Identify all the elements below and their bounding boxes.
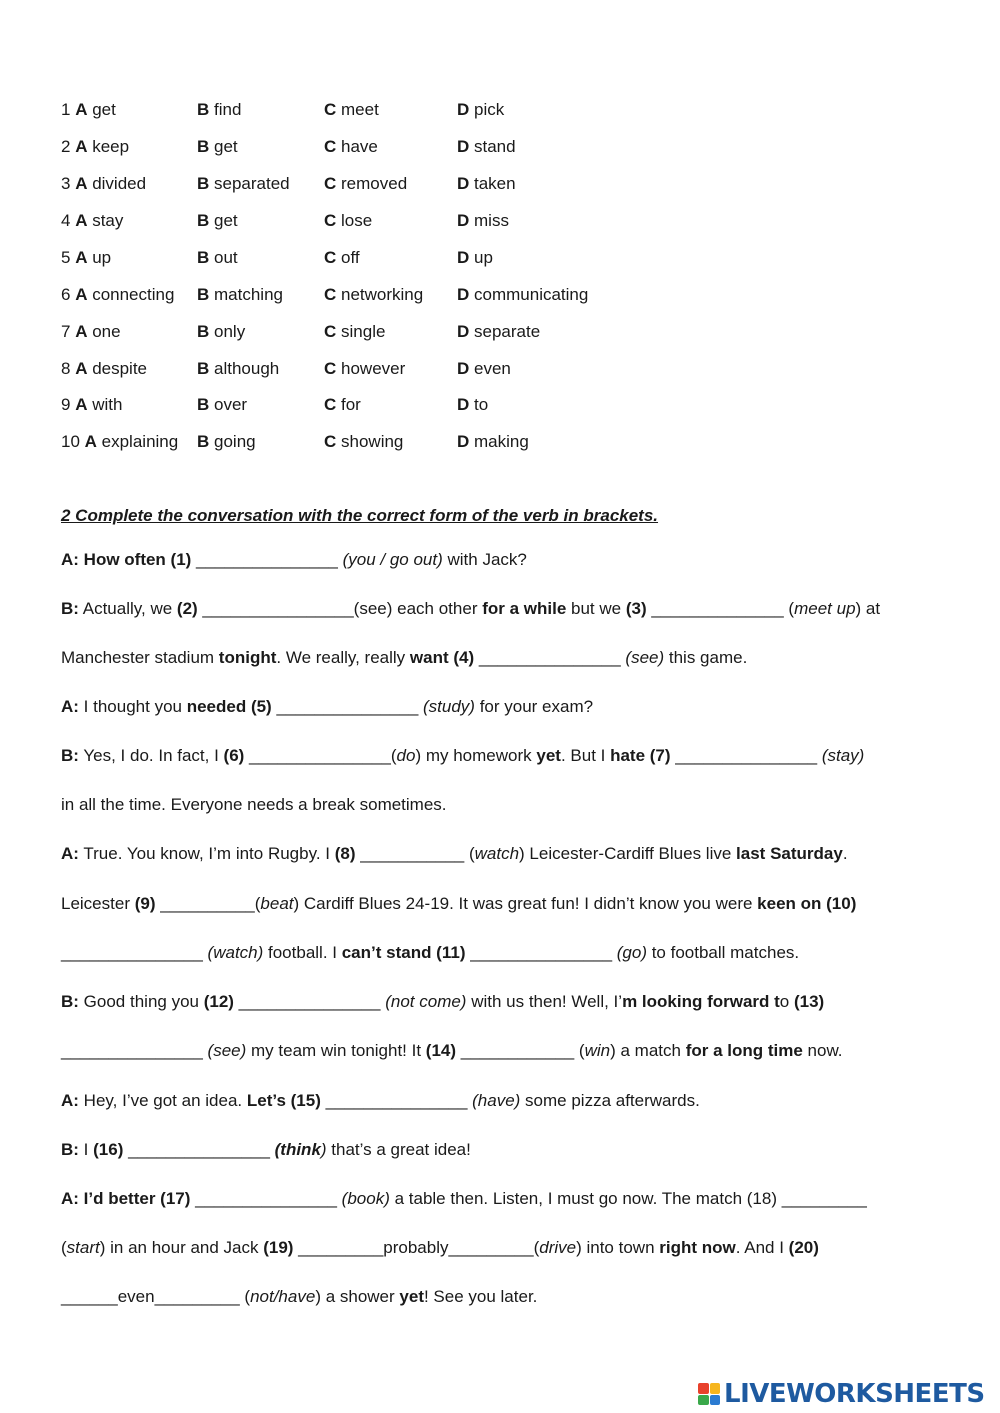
text-segment: Good thing you	[78, 992, 204, 1011]
text-segment: B:	[61, 746, 79, 765]
text-segment: _______________	[320, 1091, 473, 1110]
option-b	[197, 246, 238, 270]
option-letter: A	[84, 432, 97, 451]
text-segment: (14)	[425, 1041, 457, 1060]
option-word: however	[336, 359, 406, 378]
text-segment: win	[584, 1041, 611, 1060]
option-letter: D	[457, 322, 470, 341]
liveworksheets-logo-icon	[698, 1383, 720, 1405]
text-segment: I thought you	[78, 697, 187, 716]
text-segment: Leicester	[61, 894, 135, 913]
text-segment: I	[78, 1140, 94, 1159]
option-c	[324, 430, 403, 454]
text-segment: right now	[659, 1238, 736, 1257]
text-segment: Let’s (15)	[246, 1091, 321, 1110]
option-word: get	[87, 100, 116, 119]
text-segment: hate (7)	[610, 746, 671, 765]
option-word: removed	[336, 174, 408, 193]
text-segment: my team win tonight! It	[246, 1041, 426, 1060]
option-word: off	[336, 248, 360, 267]
text-segment: o	[779, 992, 794, 1011]
text-segment: (20)	[788, 1238, 819, 1257]
option-b	[197, 209, 238, 233]
option-letter: C	[324, 137, 337, 156]
text-segment: keen on (10)	[757, 894, 857, 913]
option-letter: A	[75, 174, 88, 193]
text-segment: ) in an hour and Jack	[99, 1238, 264, 1257]
option-letter: D	[457, 248, 470, 267]
option-letter: B	[197, 395, 210, 414]
conversation-line	[61, 597, 880, 621]
text-segment: Yes, I do. In fact, I	[78, 746, 224, 765]
option-c	[324, 246, 360, 270]
text-segment: B:	[61, 992, 79, 1011]
option-b	[197, 135, 238, 159]
text-segment: ) into town	[576, 1238, 660, 1257]
liveworksheets-logo	[698, 1378, 985, 1410]
question-number: 2	[61, 137, 76, 156]
option-letter: D	[457, 211, 470, 230]
text-segment: _______________	[190, 1189, 342, 1208]
text-segment: m looking forward t	[622, 992, 780, 1011]
option-word: get	[209, 137, 238, 156]
conversation-line	[61, 941, 799, 965]
option-word: taken	[469, 174, 516, 193]
option-word: divided	[87, 174, 147, 193]
option-word: despite	[87, 359, 148, 378]
text-segment: needed (5)	[186, 697, 272, 716]
text-segment: (stay)	[821, 746, 865, 765]
option-d	[457, 172, 516, 196]
text-segment: (13)	[793, 992, 825, 1011]
question-number: 1	[61, 100, 76, 119]
question-number: 10	[61, 432, 85, 451]
conversation-line	[61, 1039, 843, 1063]
text-segment: in all the time. Everyone needs a break sometimes.	[61, 795, 447, 814]
option-word: separate	[469, 322, 541, 341]
text-segment: (see)	[625, 648, 665, 667]
logo-text: LIVEWORKSHEETS	[724, 1379, 985, 1409]
option-letter: B	[197, 359, 210, 378]
option-letter: D	[457, 174, 470, 193]
text-segment: (9)	[134, 894, 156, 913]
text-segment: (19)	[263, 1238, 294, 1257]
conversation-line	[61, 548, 527, 572]
conversation-line	[61, 793, 447, 817]
option-b	[197, 98, 241, 122]
option-b	[197, 172, 290, 196]
option-a	[61, 357, 147, 381]
text-segment: last Saturday	[736, 844, 843, 863]
option-letter: C	[324, 359, 337, 378]
text-segment: A:	[61, 844, 79, 863]
text-segment: . We really, really	[276, 648, 410, 667]
conversation-line	[61, 1187, 867, 1211]
conversation-line	[61, 990, 824, 1014]
text-segment: yet	[399, 1287, 424, 1306]
option-letter: A	[75, 211, 88, 230]
option-letter: A	[75, 137, 88, 156]
text-segment: (8)	[334, 844, 356, 863]
option-word: explaining	[96, 432, 179, 451]
option-a	[61, 283, 174, 307]
option-b	[197, 357, 279, 381]
text-segment: start	[66, 1238, 100, 1257]
option-c	[324, 135, 378, 159]
option-word: going	[209, 432, 256, 451]
option-word: for	[336, 395, 361, 414]
option-letter: A	[75, 248, 88, 267]
text-segment: _______________	[123, 1140, 275, 1159]
conversation-line	[61, 695, 593, 719]
text-segment: for a long time	[685, 1041, 803, 1060]
text-segment: want (4)	[409, 648, 475, 667]
option-letter: D	[457, 100, 470, 119]
text-segment: ) at	[855, 599, 881, 618]
conversation-line	[61, 1089, 700, 1113]
option-word: over	[209, 395, 248, 414]
option-letter: B	[197, 432, 210, 451]
text-segment: ____________ (	[456, 1041, 585, 1060]
text-segment: . But I	[560, 746, 611, 765]
text-segment: ________________(see) each other	[197, 599, 483, 618]
option-a	[61, 209, 123, 233]
option-d	[457, 320, 540, 344]
option-word: even	[469, 359, 511, 378]
text-segment: do	[396, 746, 416, 765]
text-segment: Hey, I’ve got an idea.	[78, 1091, 247, 1110]
text-segment: _________probably_________(	[293, 1238, 540, 1257]
option-letter: C	[324, 395, 337, 414]
text-segment: a table then. Listen, I must go now. The match (18) _________	[389, 1189, 867, 1208]
text-segment: ! See you later.	[423, 1287, 538, 1306]
option-letter: A	[75, 395, 88, 414]
option-letter: C	[324, 432, 337, 451]
option-b	[197, 430, 256, 454]
text-segment: )	[320, 1140, 327, 1159]
option-word: stand	[469, 137, 516, 156]
text-segment: some pizza afterwards.	[520, 1091, 700, 1110]
option-word: showing	[336, 432, 404, 451]
text-segment: .	[842, 844, 848, 863]
option-word: up	[87, 248, 112, 267]
text-segment: (6)	[223, 746, 245, 765]
option-letter: C	[324, 248, 337, 267]
text-segment: B:	[61, 599, 79, 618]
text-segment: drive	[539, 1238, 577, 1257]
option-letter: B	[197, 137, 210, 156]
option-d	[457, 246, 493, 270]
option-word: miss	[469, 211, 509, 230]
option-word: with	[87, 395, 123, 414]
option-word: making	[469, 432, 529, 451]
text-segment: __________(	[155, 894, 261, 913]
text-segment: _______________	[465, 943, 617, 962]
text-segment: Actually, we	[78, 599, 177, 618]
option-word: networking	[336, 285, 424, 304]
text-segment: for a while	[482, 599, 567, 618]
text-segment: beat	[260, 894, 294, 913]
option-letter: C	[324, 211, 337, 230]
text-segment: _______________	[61, 943, 208, 962]
option-a	[61, 430, 178, 454]
option-d	[457, 135, 516, 159]
option-word: up	[469, 248, 493, 267]
option-word: connecting	[87, 285, 175, 304]
option-a	[61, 393, 122, 417]
option-letter: B	[197, 285, 210, 304]
option-c	[324, 393, 361, 417]
text-segment: not/have	[250, 1287, 316, 1306]
text-segment: (book)	[341, 1189, 390, 1208]
text-segment: with us then! Well, I’	[466, 992, 623, 1011]
text-segment: (2)	[176, 599, 198, 618]
option-b	[197, 283, 283, 307]
text-segment: (see)	[207, 1041, 247, 1060]
text-segment: B:	[61, 1140, 79, 1159]
text-segment: for your exam?	[474, 697, 594, 716]
option-word: to	[469, 395, 489, 414]
option-word: only	[209, 322, 246, 341]
option-d	[457, 98, 504, 122]
conversation-line	[61, 1236, 819, 1260]
text-segment: ___________ (	[355, 844, 475, 863]
option-letter: B	[197, 174, 210, 193]
option-letter: B	[197, 100, 210, 119]
option-word: have	[336, 137, 378, 156]
text-segment: (12)	[203, 992, 234, 1011]
option-a	[61, 246, 111, 270]
question-number: 8	[61, 359, 76, 378]
text-segment: (go)	[616, 943, 647, 962]
option-letter: C	[324, 174, 337, 193]
option-word: out	[209, 248, 238, 267]
text-segment: can’t stand (11)	[341, 943, 466, 962]
option-letter: C	[324, 285, 337, 304]
text-segment: ) a shower	[315, 1287, 400, 1306]
option-word: stay	[87, 211, 124, 230]
question-number: 9	[61, 395, 76, 414]
option-word: pick	[469, 100, 505, 119]
text-segment: (3)	[625, 599, 647, 618]
option-word: get	[209, 211, 238, 230]
option-letter: B	[197, 211, 210, 230]
text-segment: A:	[61, 1091, 79, 1110]
option-d	[457, 283, 588, 307]
question-number: 6	[61, 285, 76, 304]
text-segment: that’s a great idea!	[326, 1140, 471, 1159]
option-a	[61, 320, 121, 344]
conversation-line	[61, 1285, 537, 1309]
option-word: one	[87, 322, 121, 341]
option-word: meet	[336, 100, 379, 119]
text-segment: football. I	[263, 943, 342, 962]
option-d	[457, 357, 511, 381]
text-segment: . And I	[735, 1238, 789, 1257]
option-letter: D	[457, 395, 470, 414]
option-letter: D	[457, 285, 470, 304]
option-c	[324, 357, 405, 381]
option-c	[324, 209, 372, 233]
option-letter: C	[324, 100, 337, 119]
conversation-line	[61, 842, 848, 866]
text-segment: _______________	[271, 697, 423, 716]
text-segment: ) a match	[610, 1041, 686, 1060]
option-word: find	[209, 100, 242, 119]
option-c	[324, 320, 385, 344]
text-segment: A: I’d better (17)	[61, 1189, 191, 1208]
option-c	[324, 283, 423, 307]
text-segment: _______________	[474, 648, 626, 667]
option-a	[61, 135, 129, 159]
option-word: single	[336, 322, 386, 341]
text-segment: meet up	[794, 599, 856, 618]
text-segment: to football matches.	[646, 943, 800, 962]
text-segment: ) my homework	[415, 746, 537, 765]
option-a	[61, 98, 116, 122]
option-letter: B	[197, 248, 210, 267]
text-segment: (16)	[93, 1140, 124, 1159]
text-segment: (	[61, 1238, 67, 1257]
text-segment: A:	[61, 697, 79, 716]
text-segment: _______________	[61, 1041, 208, 1060]
text-segment: (think	[274, 1140, 321, 1159]
conversation-line	[61, 1138, 471, 1162]
question-number: 7	[61, 322, 76, 341]
text-segment: ) Cardiff Blues 24-19. It was great fun! I didn’t know you were	[293, 894, 758, 913]
option-b	[197, 320, 245, 344]
option-d	[457, 209, 509, 233]
exercise-2-heading: 2 Complete the conversation with the correct form of the verb in brackets.	[61, 506, 659, 525]
text-segment: yet	[536, 746, 561, 765]
text-segment: ______even_________ (	[61, 1287, 251, 1306]
option-word: although	[209, 359, 280, 378]
text-segment: (have)	[472, 1091, 521, 1110]
option-a	[61, 172, 146, 196]
option-letter: B	[197, 322, 210, 341]
option-word: lose	[336, 211, 373, 230]
text-segment: _______________	[191, 550, 343, 569]
option-d	[457, 393, 488, 417]
conversation-line	[61, 646, 747, 670]
text-segment: _______________	[233, 992, 386, 1011]
question-number: 5	[61, 248, 76, 267]
text-segment: ) Leicester-Cardiff Blues live	[519, 844, 737, 863]
option-word: matching	[209, 285, 283, 304]
option-word: separated	[209, 174, 290, 193]
option-letter: D	[457, 137, 470, 156]
option-word: communicating	[469, 285, 589, 304]
text-segment: (study)	[423, 697, 475, 716]
option-d	[457, 430, 529, 454]
conversation-line	[61, 744, 864, 768]
text-segment: (you / go out)	[342, 550, 443, 569]
option-letter: A	[75, 359, 88, 378]
text-segment: with Jack?	[442, 550, 527, 569]
option-letter: A	[75, 285, 88, 304]
text-segment: _______________(	[244, 746, 397, 765]
text-segment: True. You know, I’m into Rugby. I	[78, 844, 335, 863]
text-segment: ______________ (	[646, 599, 795, 618]
option-letter: D	[457, 432, 470, 451]
text-segment: now.	[802, 1041, 843, 1060]
option-letter: D	[457, 359, 470, 378]
text-segment: watch	[474, 844, 520, 863]
text-segment: (watch)	[207, 943, 264, 962]
text-segment: A: How often (1)	[61, 550, 192, 569]
option-letter: C	[324, 322, 337, 341]
conversation-line	[61, 892, 856, 916]
question-number: 3	[61, 174, 76, 193]
option-c	[324, 172, 407, 196]
question-number: 4	[61, 211, 76, 230]
text-segment: _______________	[670, 746, 822, 765]
text-segment: Manchester stadium	[61, 648, 219, 667]
option-c	[324, 98, 379, 122]
option-letter: A	[75, 100, 88, 119]
option-b	[197, 393, 247, 417]
text-segment: (not come)	[385, 992, 467, 1011]
text-segment: this game.	[664, 648, 748, 667]
option-word: keep	[87, 137, 130, 156]
text-segment: but we	[566, 599, 626, 618]
option-letter: A	[75, 322, 88, 341]
text-segment: tonight	[218, 648, 277, 667]
